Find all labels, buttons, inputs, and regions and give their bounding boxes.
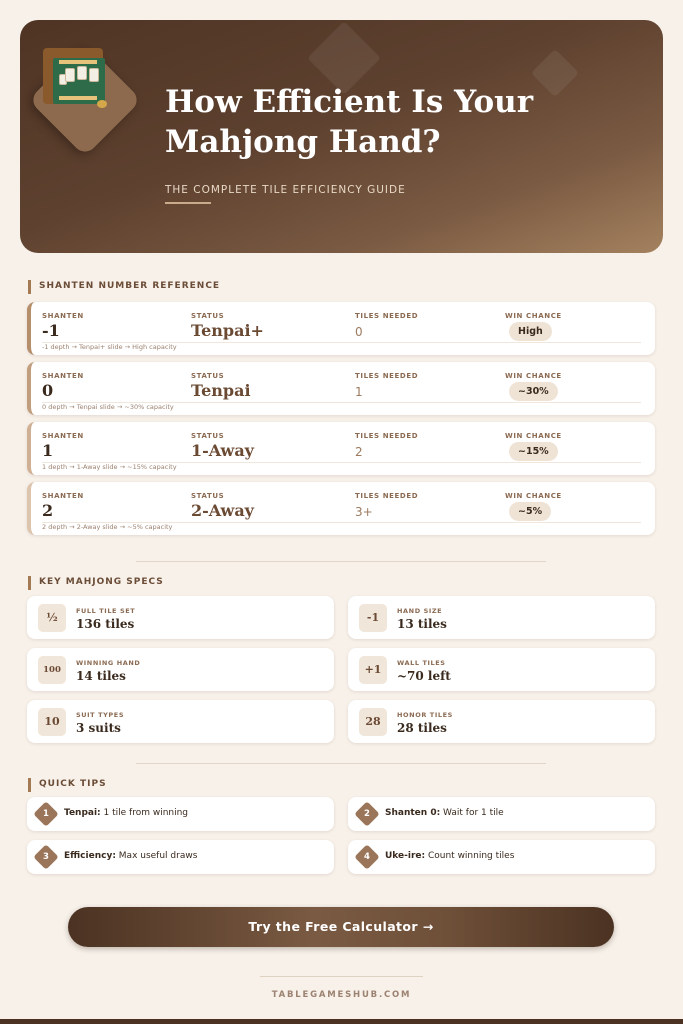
shanten-value: 2 xyxy=(42,501,54,520)
plus-one-icon: +1 xyxy=(359,656,387,684)
tiles-header: TILES NEEDED xyxy=(355,372,419,380)
tip-text: Shanten 0: Wait for 1 tile xyxy=(385,808,504,818)
spec-label: HONOR TILES xyxy=(397,711,453,719)
shanten-header: SHANTEN xyxy=(42,492,84,500)
shanten-value: -1 xyxy=(42,321,60,340)
tip-number-badge: 1 xyxy=(33,801,58,826)
win-chance-badge: ~15% xyxy=(509,442,558,461)
tip-text: Efficiency: Max useful draws xyxy=(64,851,198,861)
spec-card xyxy=(27,700,334,743)
tip-card xyxy=(348,797,655,831)
tip-card xyxy=(27,840,334,874)
section-label-specs: KEY MAHJONG SPECS xyxy=(28,576,164,590)
spec-value: 3 suits xyxy=(76,721,121,735)
spec-label: HAND SIZE xyxy=(397,607,443,615)
spec-value: 13 tiles xyxy=(397,617,447,631)
spec-label: WINNING HAND xyxy=(76,659,141,667)
spec-card xyxy=(27,648,334,691)
tiles-value: 2 xyxy=(355,445,363,459)
ten-icon: 10 xyxy=(38,708,66,736)
shanten-header: SHANTEN xyxy=(42,372,84,380)
tiles-value: 3+ xyxy=(355,505,373,519)
spec-card xyxy=(27,596,334,639)
section-label-tips: QUICK TIPS xyxy=(28,778,107,792)
half-icon: ½ xyxy=(38,604,66,632)
tiles-value: 0 xyxy=(355,325,363,339)
tip-number-badge: 3 xyxy=(33,844,58,869)
twenty-eight-icon: 28 xyxy=(359,708,387,736)
row-detail: 2 depth → 2-Away slide → ~5% capacity xyxy=(42,523,173,531)
tip-text: Tenpai: 1 tile from winning xyxy=(64,808,189,818)
status-value: 2-Away xyxy=(191,501,254,520)
bottom-bar xyxy=(0,1019,683,1024)
row-detail: 1 depth → 1-Away slide → ~15% capacity xyxy=(42,463,177,471)
spec-value: 28 tiles xyxy=(397,721,447,735)
tip-number-badge: 2 xyxy=(354,801,379,826)
tip-card xyxy=(348,840,655,874)
spec-label: WALL TILES xyxy=(397,659,446,667)
footer-site-link[interactable]: TABLEGAMESHUB.COM xyxy=(271,990,412,1000)
row-detail: -1 depth → Tenpai+ slide → High capacity xyxy=(42,343,177,351)
status-value: Tenpai+ xyxy=(191,321,264,340)
shanten-row xyxy=(27,302,655,355)
hero-banner xyxy=(20,20,663,253)
section-divider xyxy=(136,561,546,562)
try-calculator-button[interactable]: Try the Free Calculator → xyxy=(68,907,614,947)
section-divider xyxy=(136,763,546,764)
shanten-value: 1 xyxy=(42,441,54,460)
spec-card xyxy=(348,596,655,639)
tip-number-badge: 4 xyxy=(354,844,379,869)
spec-value: 14 tiles xyxy=(76,669,126,683)
chance-header: WIN CHANCE xyxy=(505,372,562,380)
chance-header: WIN CHANCE xyxy=(505,432,562,440)
status-header: STATUS xyxy=(191,312,225,320)
spec-value: ~70 left xyxy=(397,669,451,683)
shanten-header: SHANTEN xyxy=(42,432,84,440)
shanten-row xyxy=(27,362,655,415)
minus-one-icon: -1 xyxy=(359,604,387,632)
tiles-header: TILES NEEDED xyxy=(355,492,419,500)
shanten-value: 0 xyxy=(42,381,54,400)
spec-card xyxy=(348,648,655,691)
footer-divider xyxy=(260,976,423,977)
win-chance-badge: High xyxy=(509,322,552,341)
status-header: STATUS xyxy=(191,492,225,500)
row-detail: 0 depth → Tenpai slide → ~30% capacity xyxy=(42,403,174,411)
spec-card xyxy=(348,700,655,743)
shanten-row xyxy=(27,482,655,535)
shanten-header: SHANTEN xyxy=(42,312,84,320)
chance-header: WIN CHANCE xyxy=(505,492,562,500)
win-chance-badge: ~5% xyxy=(509,502,551,521)
page-title: How Efficient Is Your Mahjong Hand? xyxy=(165,84,534,160)
status-value: Tenpai xyxy=(191,381,251,400)
tip-card xyxy=(27,797,334,831)
tiles-value: 1 xyxy=(355,385,363,399)
tiles-header: TILES NEEDED xyxy=(355,312,419,320)
win-chance-badge: ~30% xyxy=(509,382,558,401)
status-header: STATUS xyxy=(191,432,225,440)
shanten-row xyxy=(27,422,655,475)
page-subtitle: THE COMPLETE TILE EFFICIENCY GUIDE xyxy=(165,184,406,196)
section-label-shanten: SHANTEN NUMBER REFERENCE xyxy=(28,280,220,294)
tip-text: Uke-ire: Count winning tiles xyxy=(385,851,515,861)
hundred-icon: 100 xyxy=(38,656,66,684)
spec-label: SUIT TYPES xyxy=(76,711,125,719)
spec-label: FULL TILE SET xyxy=(76,607,136,615)
chance-header: WIN CHANCE xyxy=(505,312,562,320)
status-value: 1-Away xyxy=(191,441,254,460)
subtitle-underline xyxy=(165,202,211,204)
spec-value: 136 tiles xyxy=(76,617,135,631)
mahjong-table-icon xyxy=(37,42,109,114)
tiles-header: TILES NEEDED xyxy=(355,432,419,440)
status-header: STATUS xyxy=(191,372,225,380)
